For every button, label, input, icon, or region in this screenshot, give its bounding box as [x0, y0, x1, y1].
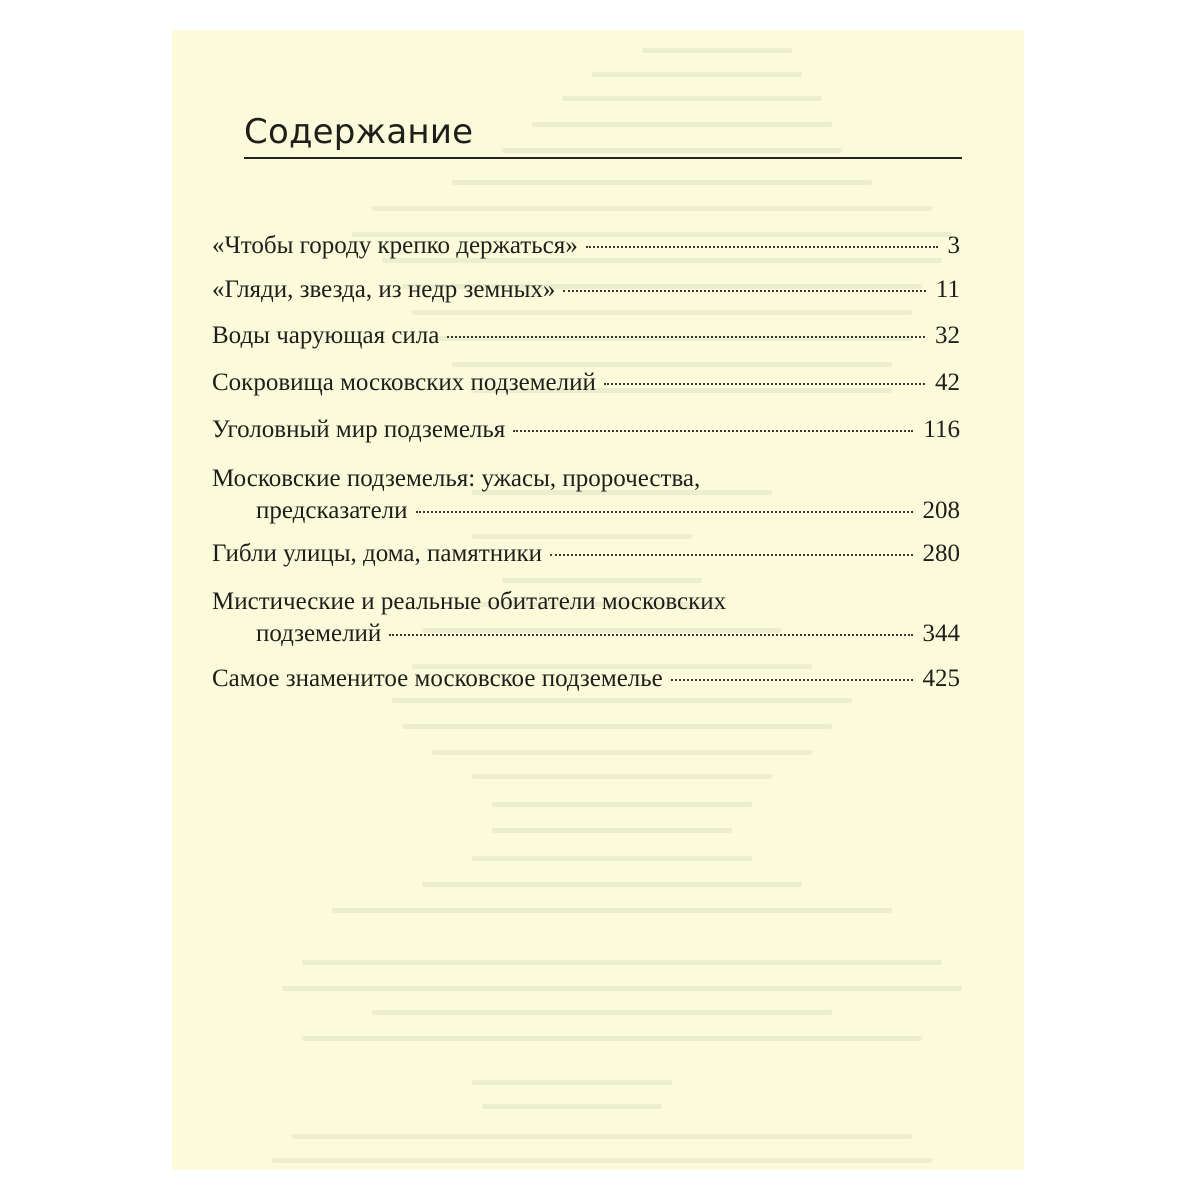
- dot-leader: [586, 246, 938, 248]
- toc-entry-page: 3: [947, 232, 960, 259]
- dot-leader: [416, 511, 913, 513]
- toc-entry-title: Сокровища московских подземелий: [212, 369, 596, 396]
- toc-entry[interactable]: [212, 463, 960, 527]
- toc-entry-page: 116: [923, 416, 960, 443]
- dot-leader: [389, 634, 912, 636]
- toc-entry-page: 344: [922, 620, 960, 647]
- dot-leader: [604, 383, 925, 385]
- toc-entry[interactable]: [212, 367, 960, 399]
- toc-entry-page: 42: [935, 369, 960, 396]
- toc-entry[interactable]: [212, 538, 960, 570]
- dot-leader: [513, 430, 913, 432]
- toc-entry-title: «Чтобы городу крепко держаться»: [212, 232, 578, 259]
- toc-entry-title-line2: подземелий: [256, 620, 382, 647]
- toc-entry[interactable]: [212, 414, 960, 446]
- toc-entry[interactable]: [212, 663, 960, 695]
- dot-leader: [563, 290, 926, 292]
- toc-entry-title: Самое знаменитое московское подземелье: [212, 665, 663, 692]
- toc-entry-page: 32: [935, 322, 960, 349]
- toc-entry-page: 11: [935, 276, 960, 303]
- contents-heading: Содержание: [244, 112, 474, 152]
- heading-rule: [244, 157, 962, 159]
- toc-entry-title: Гибли улицы, дома, памятники: [212, 540, 543, 567]
- toc-entry-page: 208: [922, 497, 960, 524]
- toc-entry-title-line1: Мистические и реальные обитатели московских: [212, 588, 727, 615]
- toc-entry[interactable]: [212, 320, 960, 352]
- dot-leader: [671, 679, 913, 681]
- toc-entry-title: Воды чарующая сила: [212, 322, 440, 349]
- toc-entry[interactable]: [212, 586, 960, 650]
- dot-leader: [550, 554, 912, 556]
- toc-entry[interactable]: [212, 230, 960, 262]
- toc-entry-title: «Гляди, звезда, из недр земных»: [212, 276, 556, 303]
- toc-entry[interactable]: [212, 274, 960, 306]
- book-page: [172, 30, 1024, 1170]
- dot-leader: [447, 336, 925, 338]
- toc-entry-page: 425: [922, 665, 960, 692]
- toc-entry-title-line2: предсказатели: [256, 497, 408, 524]
- toc-entry-page: 280: [922, 540, 960, 567]
- toc-entry-title: Уголовный мир подземелья: [212, 416, 506, 443]
- toc-entry-title-line1: Московские подземелья: ужасы, пророчества,: [212, 465, 701, 492]
